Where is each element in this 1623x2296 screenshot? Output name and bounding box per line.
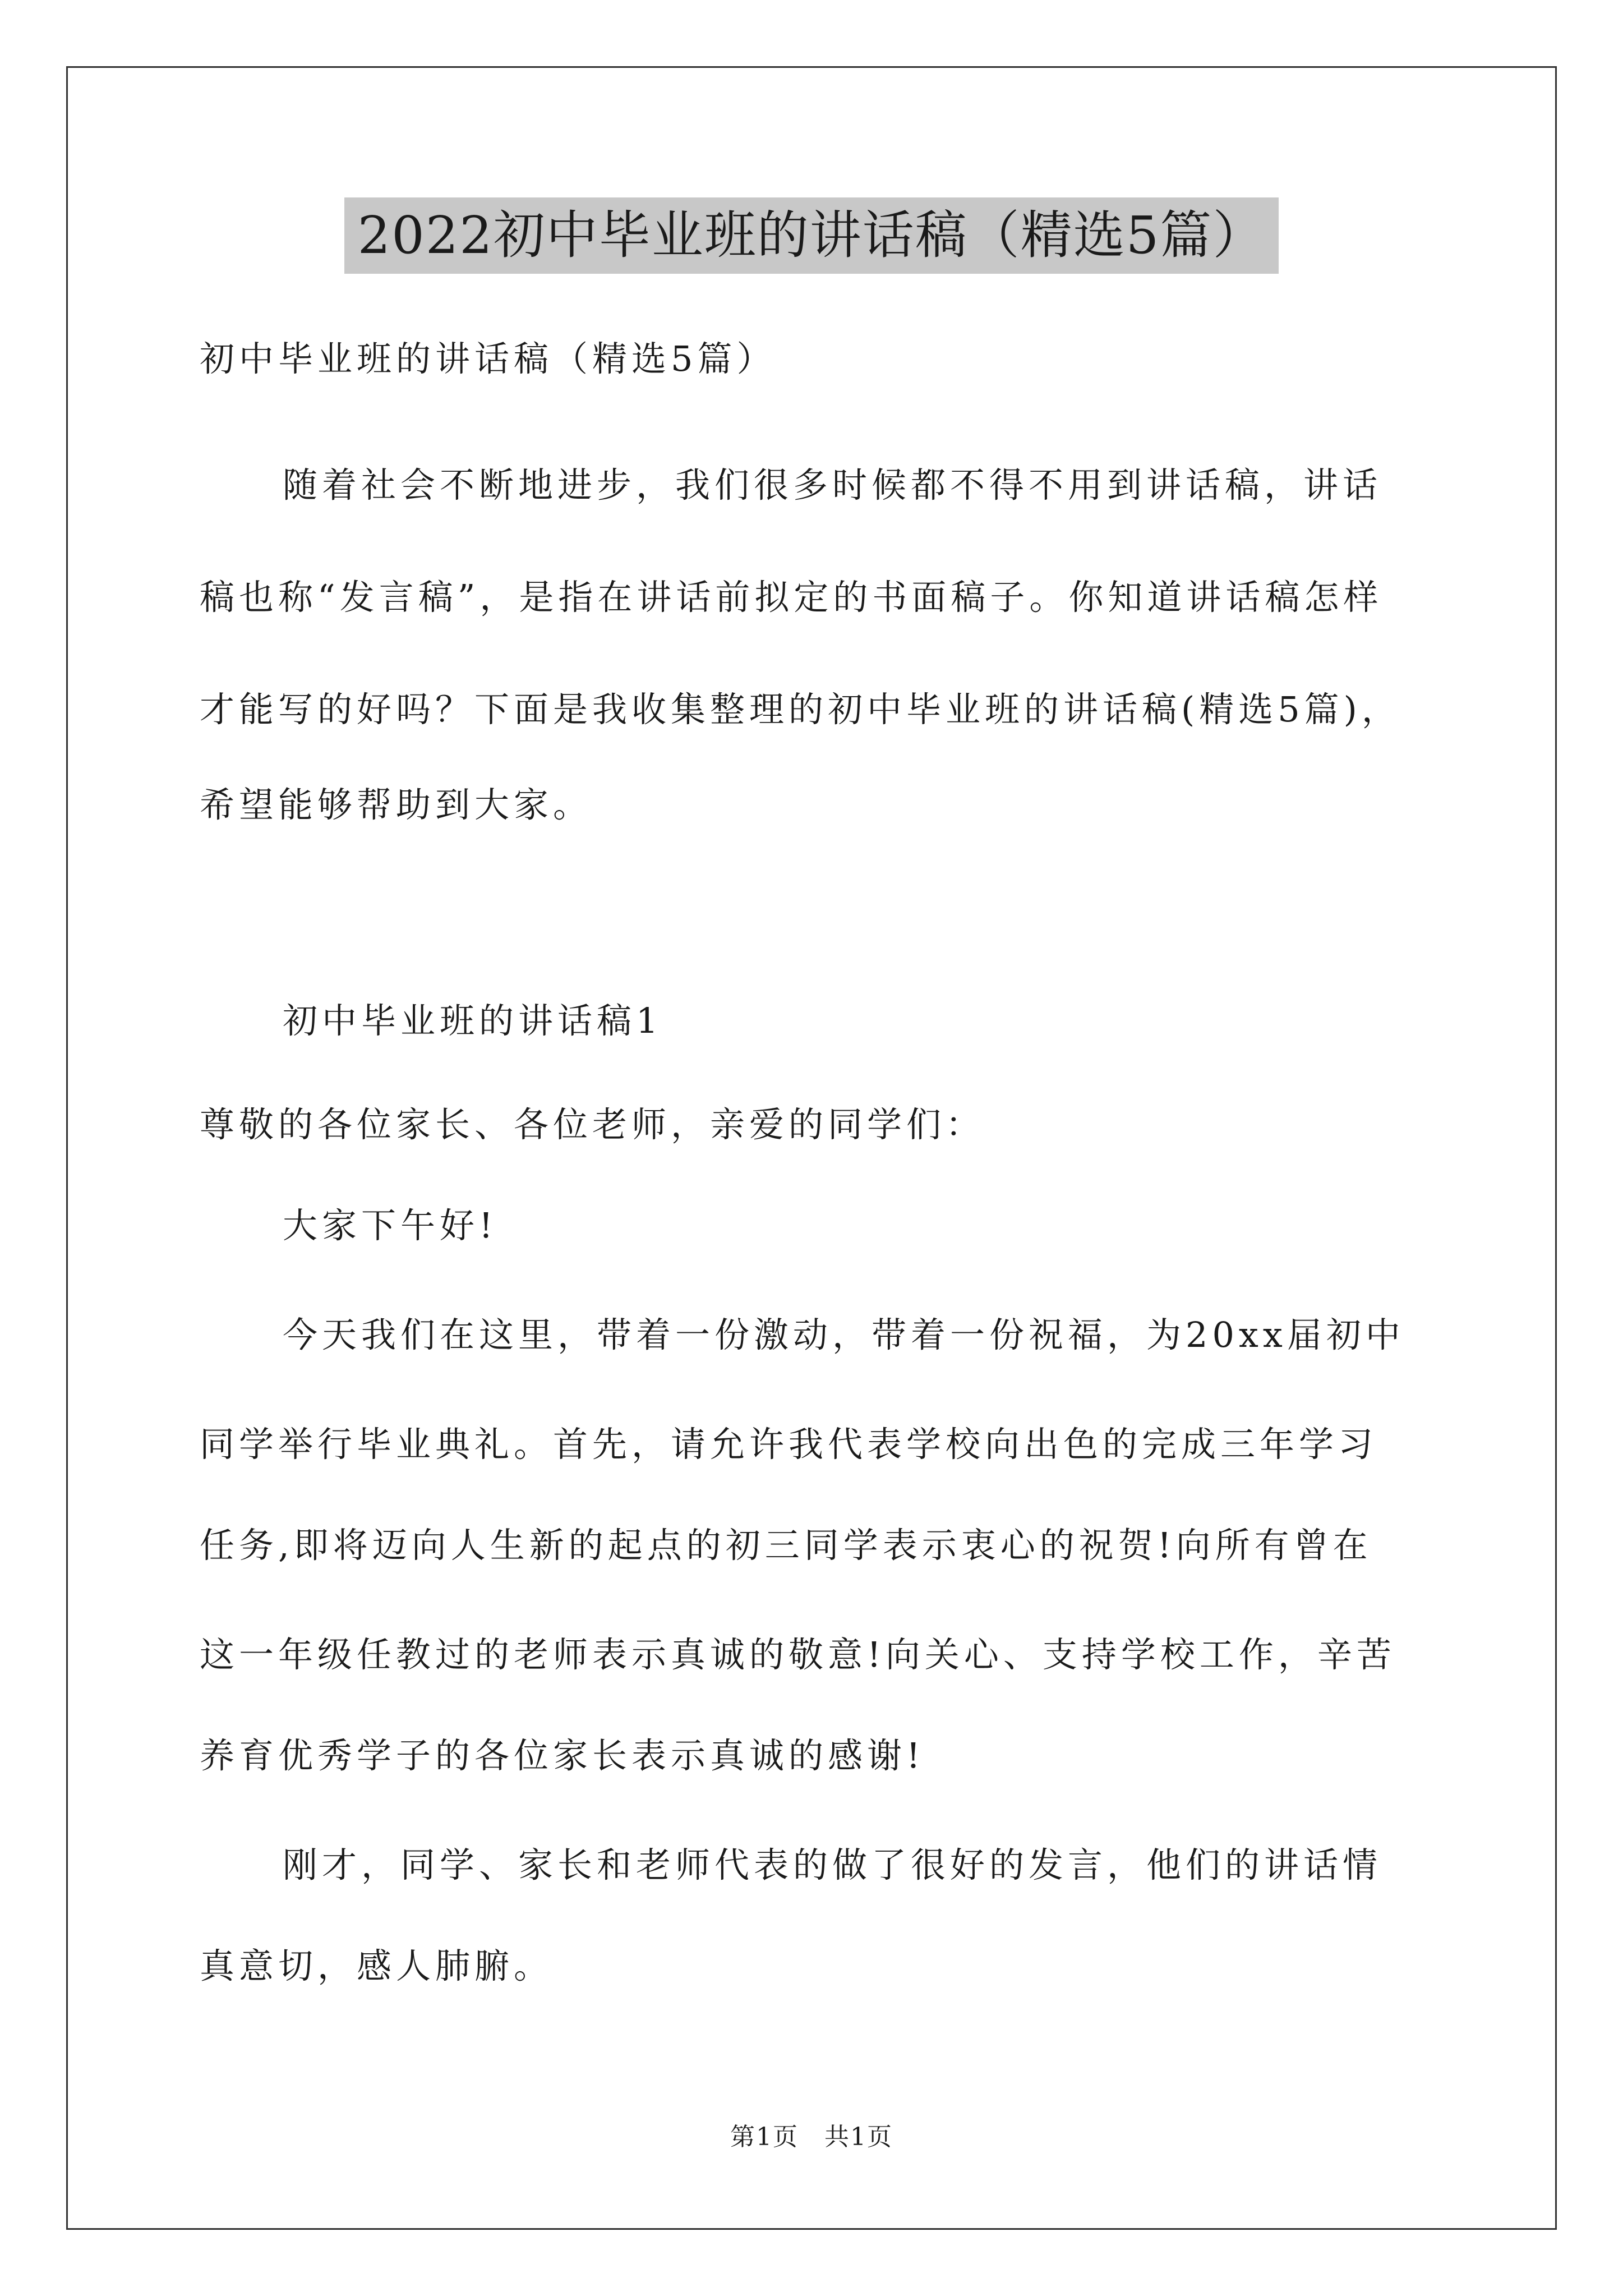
paragraph-line: 稿也称“发言稿”，是指在讲话前拟定的书面稿子。你知道讲话稿怎样	[200, 577, 1383, 618]
salutation: 尊敬的各位家长、各位老师，亲爱的同学们：	[200, 1104, 985, 1145]
paragraph-line: 希望能够帮助到大家。	[200, 784, 593, 825]
page-number: 第1页 共1页	[730, 2123, 893, 2151]
paragraph-line: 今天我们在这里，带着一份激动，带着一份祝福，为20xx届初中	[283, 1314, 1405, 1355]
title-container	[0, 197, 1623, 274]
document-subtitle: 初中毕业班的讲话稿（精选5篇）	[200, 338, 776, 379]
greeting: 大家下午好!	[283, 1205, 497, 1246]
paragraph-line: 任务,即将迈向人生新的起点的初三同学表示衷心的祝贺!向所有曾在	[200, 1525, 1372, 1566]
paragraph-line: 刚才，同学、家长和老师代表的做了很好的发言，他们的讲话情	[283, 1844, 1382, 1885]
paragraph-line: 这一年级任教过的老师表示真诚的敬意!向关心、支持学校工作，辛苦	[200, 1634, 1396, 1675]
paragraph-line: 养育优秀学子的各位家长表示真诚的感谢!	[200, 1735, 925, 1776]
paragraph-line: 同学举行毕业典礼。首先，请允许我代表学校向出色的完成三年学习	[200, 1424, 1378, 1465]
page-border	[66, 66, 1557, 2230]
paragraph-line: 才能写的好吗？下面是我收集整理的初中毕业班的讲话稿(精选5篇)，	[200, 689, 1401, 730]
section-heading: 初中毕业班的讲话稿1	[283, 1000, 663, 1041]
paragraph-line: 随着社会不断地进步，我们很多时候都不得不用到讲话稿，讲话	[283, 464, 1382, 505]
paragraph-line: 真意切，感人肺腑。	[200, 1945, 554, 1986]
document-title: 2022初中毕业班的讲话稿（精选5篇）	[344, 197, 1279, 274]
